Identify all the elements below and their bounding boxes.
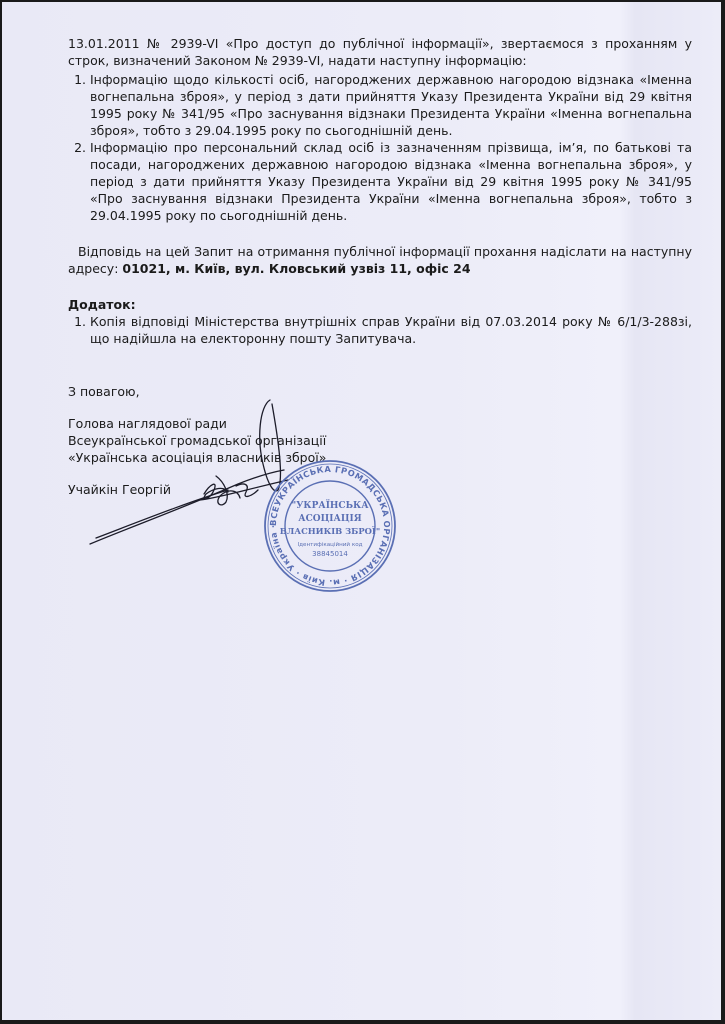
seal-center-line-2: АСОЦІАЦІЯ <box>298 514 362 524</box>
seal-code-label: Ідентифікаційний код <box>297 542 363 548</box>
signer-name: Учайкін Георгій <box>68 482 172 497</box>
answer-text: Відповідь на цей Запит на отримання публічної інформації прохання надіслати на наступну адресу: <box>68 244 692 276</box>
answer-paragraph <box>68 243 692 277</box>
document-page <box>2 2 721 1020</box>
closing: З повагою, <box>68 384 140 399</box>
signer-title-line-3: «Українська асоціація власників зброї» <box>68 450 327 465</box>
request-item-2: 2. Інформацію про персональний склад осіб із зазначенням прізвища, ім’я, по батькові та посади, нагороджених державною нагородою відзнака «Іменна вогнепальна зброя», у період з дати прийняття Указу Президента України від 29 квітня 1995 року № 341/95 «Про заснування відзнаки Президента України «Іменна вогнепальна зброя», тобто з 29.04.1995 року по сьогоднішній день. <box>90 139 692 224</box>
seal-outer-text: ВСЕУКРАЇНСЬКА ГРОМАДСЬКА ОРГАНІЗАЦІЯ · м. Київ · Україна · <box>267 463 393 589</box>
intro-paragraph: 13.01.2011 № 2939-VI «Про доступ до публічної інформації», звертаємося з проханням у строк, визначений Законом № 2939-VI, надати наступну інформацію: <box>68 36 692 68</box>
attachment-heading: Додаток: <box>68 297 136 312</box>
organization-seal <box>262 458 398 594</box>
address: 01021, м. Київ, вул. Кловський узвіз 11, офіс 24 <box>122 261 471 276</box>
signer-title-line-1: Голова наглядової ради <box>68 416 227 431</box>
seal-center-line-1: "УКРАЇНСЬКА <box>291 501 369 511</box>
attachment-item-1: 1. Копія відповіді Міністерства внутрішніх справ України від 07.03.2014 року № 6/1/3-288зі, що надійшла на електоронну пошту Запитувача. <box>90 313 692 347</box>
signer-title-line-2: Всеукраїнської громадської організації <box>68 433 327 448</box>
seal-center-line-3: ВЛАСНИКІВ ЗБРОЇ" <box>279 526 381 536</box>
request-list <box>68 71 692 224</box>
attachment-list <box>68 313 692 347</box>
request-item-1: 1. Інформацію щодо кількості осіб, нагороджених державною нагородою відзнака «Іменна вогнепальна зброя», у період з дати прийняття Указу Президента України від 29 квітня 1995 року № 341/95 «Про заснування відзнаки Президента України «Іменна вогнепальна зброя», тобто з 29.04.1995 року по сьогоднішній день. <box>90 71 692 139</box>
seal-code: 38845014 <box>312 550 348 558</box>
